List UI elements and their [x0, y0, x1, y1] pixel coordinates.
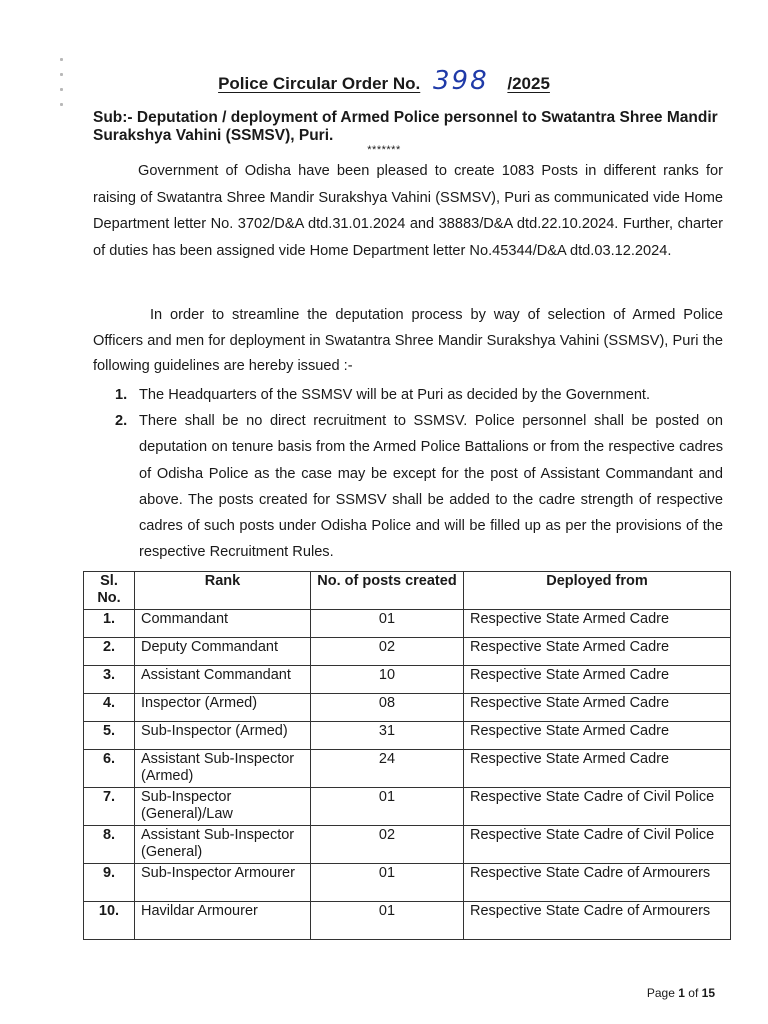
footer-page-total: 15 [701, 986, 715, 1000]
cell-deployed: Respective State Cadre of Civil Police [464, 788, 731, 826]
cell-posts: 01 [311, 610, 464, 638]
cell-sl: 8. [84, 826, 135, 864]
cell-sl: 6. [84, 750, 135, 788]
cell-rank: Assistant Sub-Inspector (Armed) [135, 750, 311, 788]
page-footer [647, 986, 715, 1000]
list-item-number: 1. [115, 387, 128, 403]
circular-title [0, 66, 768, 96]
cell-sl: 5. [84, 722, 135, 750]
separator-stars: ******* [367, 144, 401, 156]
cell-deployed: Respective State Armed Cadre [464, 750, 731, 788]
title-prefix: Police Circular Order No. [218, 74, 421, 93]
table-row [84, 694, 731, 722]
cell-posts: 24 [311, 750, 464, 788]
cell-deployed: Respective State Cadre of Armourers [464, 902, 731, 940]
header-deployed-from: Deployed from [464, 572, 731, 610]
cell-posts: 01 [311, 788, 464, 826]
paragraph-government-order: Government of Odisha have been pleased to create 1083 Posts in different ranks for raising of Swatantra Shree Mandir Surakshya Vahini (SSMSV), Puri as communicated vide Home Department letter No. 3702/D&A dtd.31.01.2024 and 38883/D&A dtd.22.10.2024. Further, charter of duties has been assigned vide Home Department letter No.45344/D&A dtd.03.12.2024. [93, 163, 723, 259]
cell-deployed: Respective State Armed Cadre [464, 610, 731, 638]
table-row [84, 902, 731, 940]
table-row [84, 826, 731, 864]
cell-posts: 01 [311, 864, 464, 902]
cell-sl: 10. [84, 902, 135, 940]
cell-deployed: Respective State Cadre of Armourers [464, 864, 731, 902]
subject-line: Sub:- Deputation / deployment of Armed Police personnel to Swatantra Shree Mandir Surakshya Vahini (SSMSV), Puri. [93, 109, 718, 144]
cell-posts: 10 [311, 666, 464, 694]
cell-rank: Havildar Armourer [135, 902, 311, 940]
table-row [84, 722, 731, 750]
cell-rank: Assistant Commandant [135, 666, 311, 694]
cell-posts: 31 [311, 722, 464, 750]
table-row [84, 610, 731, 638]
list-item-text: The Headquarters of the SSMSV will be at Puri as decided by the Government. [139, 387, 651, 403]
cell-sl: 1. [84, 610, 135, 638]
cell-sl: 7. [84, 788, 135, 826]
cell-deployed: Respective State Armed Cadre [464, 638, 731, 666]
guidelines-list [93, 382, 723, 566]
title-year: /2025 [507, 74, 550, 93]
cell-sl: 4. [84, 694, 135, 722]
header-sl-no: Sl. No. [84, 572, 135, 610]
cell-rank: Inspector (Armed) [135, 694, 311, 722]
table-row [84, 750, 731, 788]
cell-posts: 08 [311, 694, 464, 722]
list-item-number: 2. [115, 413, 128, 429]
cell-sl: 9. [84, 864, 135, 902]
cell-posts: 02 [311, 638, 464, 666]
footer-of-label: of [688, 986, 699, 1000]
list-item [93, 382, 723, 408]
cell-rank: Sub-Inspector (Armed) [135, 722, 311, 750]
list-item-text: There shall be no direct recruitment to SSMSV. Police personnel shall be posted on deputation on tenure basis from the Armed Police Battalions or from the respective cadres of Odisha Police as the case may be except for the post of Assistant Commandant and above. The posts created for SSMSV shall be added to the cadre strength of respective cadres of such posts under Odisha Police and will be filled up as per the provisions of the respective Recruitment Rules. [139, 413, 723, 561]
posts-table [83, 571, 731, 940]
table-row [84, 638, 731, 666]
header-posts-created: No. of posts created [311, 572, 464, 610]
cell-sl: 2. [84, 638, 135, 666]
cell-rank: Commandant [135, 610, 311, 638]
cell-rank: Deputy Commandant [135, 638, 311, 666]
cell-rank: Sub-Inspector (General)/Law [135, 788, 311, 826]
table-row [84, 788, 731, 826]
table-row [84, 864, 731, 902]
cell-rank: Sub-Inspector Armourer [135, 864, 311, 902]
cell-rank: Assistant Sub-Inspector (General) [135, 826, 311, 864]
cell-deployed: Respective State Armed Cadre [464, 722, 731, 750]
cell-deployed: Respective State Armed Cadre [464, 694, 731, 722]
footer-page-current: 1 [678, 986, 685, 1000]
paragraph-guidelines-intro: In order to streamline the deputation process by way of selection of Armed Police Officers and men for deployment in Swatantra Shree Mandir Surakshya Vahini (SSMSV), Puri the following guidelines are hereby issued :- [93, 307, 723, 374]
table-header-row [84, 572, 731, 610]
cell-deployed: Respective State Cadre of Civil Police [464, 826, 731, 864]
handwritten-order-number: 398 [433, 66, 489, 96]
footer-page-label: Page [646, 986, 675, 1000]
cell-posts: 01 [311, 902, 464, 940]
cell-deployed: Respective State Armed Cadre [464, 666, 731, 694]
cell-posts: 02 [311, 826, 464, 864]
table-row [84, 666, 731, 694]
cell-sl: 3. [84, 666, 135, 694]
header-rank: Rank [135, 572, 311, 610]
list-item [93, 408, 723, 566]
